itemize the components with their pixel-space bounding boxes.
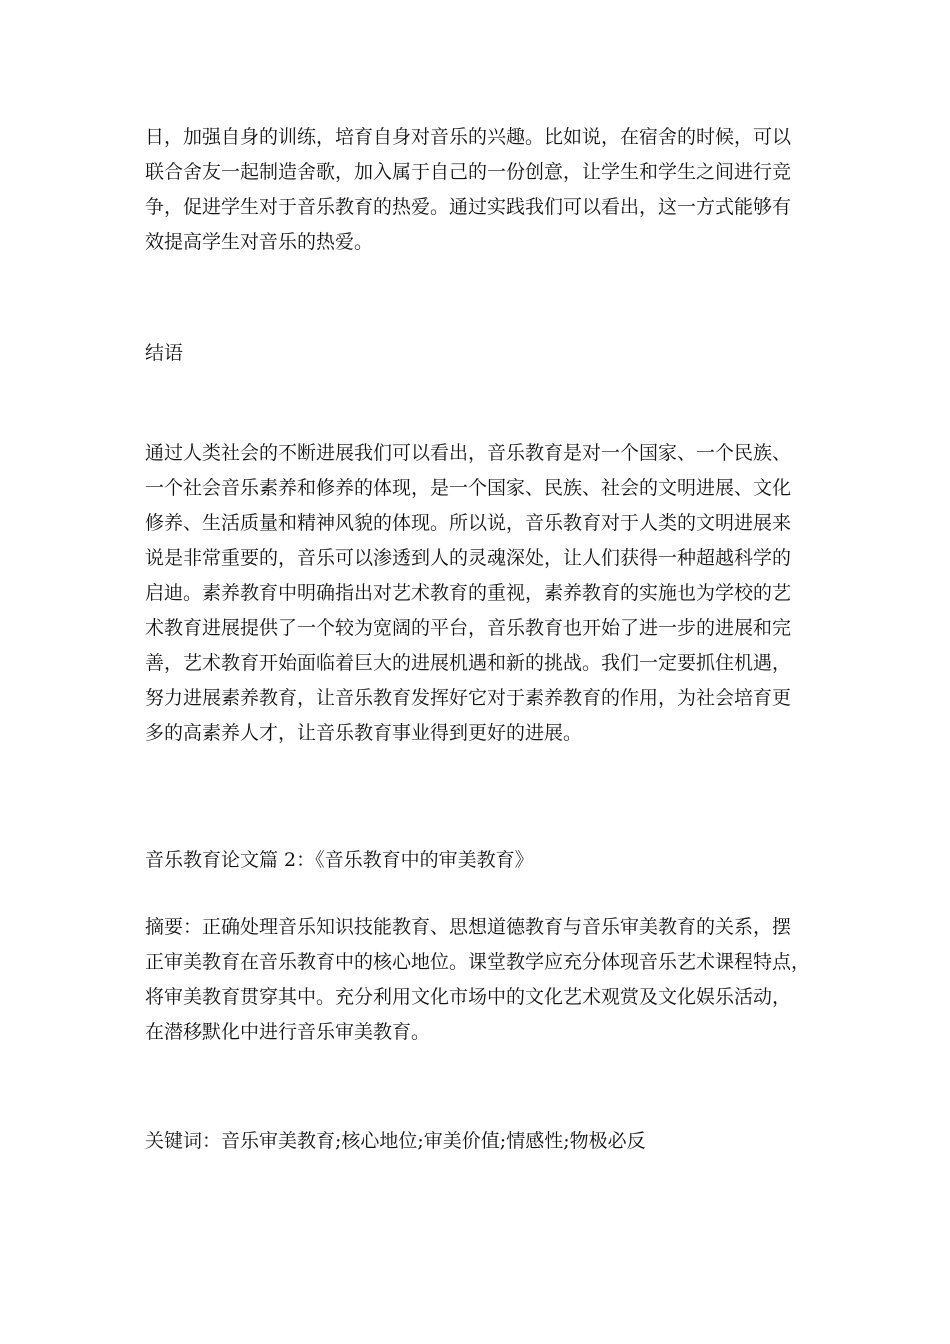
text-line: 一个社会音乐素养和修养的体现，是一个国家、民族、社会的文明进展、文化 [145, 477, 792, 499]
text-line: 努力进展素养教育，让音乐教育发挥好它对于素养教育的作用，为社会培育更 [145, 687, 792, 709]
abstract-paragraph [145, 910, 810, 1050]
text-line: 联合舍友一起制造舍歌，加入属于自己的一份创意，让学生和学生之间进行竞 [145, 161, 792, 183]
text-line: 日，加强自身的训练，培育自身对音乐的兴趣。比如说，在宿舍的时候，可以 [145, 126, 792, 148]
text-line: 效提高学生对音乐的热爱。 [145, 231, 374, 253]
text-line: 争，促进学生对于音乐教育的热爱。通过实践我们可以看出，这一方式能够有 [145, 196, 792, 218]
section-heading-conclusion [145, 336, 810, 371]
body-paragraph [145, 120, 810, 260]
text-line: 启迪。素养教育中明确指出对艺术教育的重视，素养教育的实施也为学校的艺 [145, 582, 792, 604]
text-line: 说是非常重要的，音乐可以渗透到人的灵魂深处，让人们获得一种超越科学的 [145, 547, 792, 569]
text-line: 在潜移默化中进行音乐审美教育。 [145, 1021, 431, 1043]
keywords-line [145, 1124, 810, 1159]
text-line: 善，艺术教育开始面临着巨大的进展机遇和新的挑战。我们一定要抓住机遇， [145, 652, 792, 674]
article-title [145, 843, 810, 878]
text-line: 多的高素养人才，让音乐教育事业得到更好的进展。 [145, 722, 583, 744]
text-line: 通过人类社会的不断进展我们可以看出，音乐教育是对一个国家、一个民族、 [145, 442, 792, 464]
text-line: 术教育进展提供了一个较为宽阔的平台，音乐教育也开始了进一步的进展和完 [145, 617, 792, 639]
text-line: 摘要：正确处理音乐知识技能教育、思想道德教育与音乐审美教育的关系，摆 [145, 916, 792, 938]
text-line: 将审美教育贯穿其中。充分利用文化市场中的文化艺术观赏及文化娱乐活动， [145, 986, 792, 1008]
text-line: 修养、生活质量和精神风貌的体现。所以说，音乐教育对于人类的文明进展来 [145, 512, 792, 534]
title-text: 音乐教育论文篇 2：《音乐教育中的审美教育》 [145, 849, 534, 871]
conclusion-paragraph [145, 436, 810, 751]
heading-text: 结语 [145, 342, 184, 364]
keywords-text: 关键词：音乐审美教育;核心地位;审美价值;情感性;物极必反 [145, 1130, 646, 1152]
text-line: 正审美教育在音乐教育中的核心地位。课堂教学应充分体现音乐艺术课程特点， [145, 951, 811, 973]
